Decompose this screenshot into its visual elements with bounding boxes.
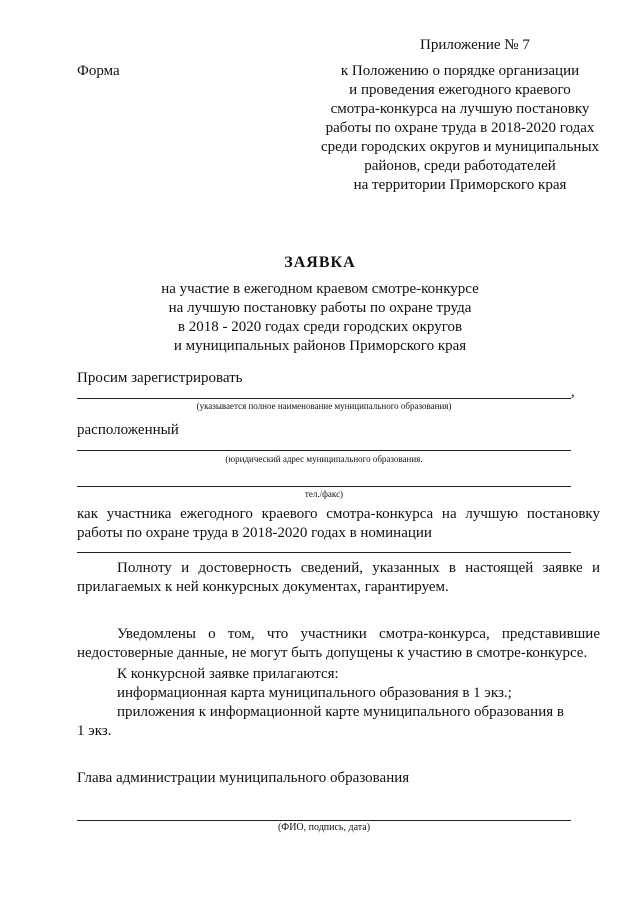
signature-hint: (ФИО, подпись, дата) (277, 822, 371, 833)
regulation-line: и проведения ежегодного краевого (349, 82, 571, 98)
comma-mark: , (571, 384, 575, 400)
title-subtitle (130, 280, 510, 356)
regulation-line: районов, среди работодателей (364, 158, 556, 174)
regulation-line: среди городских округов и муниципальных (320, 139, 600, 155)
regulation-reference (300, 62, 620, 195)
municipality-name-line (77, 398, 571, 399)
regulation-line: работы по охране труда в 2018-2020 годах (325, 120, 595, 136)
subtitle-line: на участие в ежегодном краевом смотре-конкурсе (161, 281, 479, 297)
attachment-item: информационная карта муниципального образования в 1 экз.; (117, 685, 512, 701)
signature-line (77, 820, 571, 821)
attachment-item: приложения к информационной карте муниципального образования в 1 экз. (77, 704, 564, 739)
guarantee-text: Полноту и достоверность сведений, указанных в настоящей заявке и прилагаемых к ней конкурсных документах, гарантируем. (77, 560, 600, 595)
participant-text: как участника ежегодного краевого смотра-конкурса на лучшую постановку работы по охране труда в 2018-2020 годах в номинации (77, 506, 600, 541)
head-of-administration-label: Глава администрации муниципального образования (77, 770, 410, 786)
regulation-line: смотра-конкурса на лучшую постановку (330, 101, 590, 117)
request-text: Просим зарегистрировать (77, 370, 243, 386)
form-label: Форма (77, 63, 120, 79)
appendix-number: Приложение № 7 (420, 37, 530, 53)
regulation-line: к Положению о порядке организации (340, 63, 580, 79)
subtitle-line: и муниципальных районов Приморского края (173, 338, 467, 354)
phone-line (77, 486, 571, 487)
nomination-line (77, 552, 571, 553)
municipality-name-hint: (указывается полное наименование муниципального образования) (196, 401, 452, 411)
located-label: расположенный (77, 422, 179, 438)
subtitle-line: на лучшую постановку работы по охране труда (168, 300, 472, 316)
notice-text: Уведомлены о том, что участники смотра-конкурса, представившие недостоверные данные, не могут быть допущены к участию в смотре-конкурсе. (77, 626, 600, 661)
address-line (77, 450, 571, 451)
regulation-line: на территории Приморского края (353, 177, 567, 193)
attachments-heading: К конкурсной заявке прилагаются: (117, 666, 339, 682)
phone-hint: тел./факс) (304, 489, 344, 499)
document-title: ЗАЯВКА (284, 254, 356, 271)
address-hint: (юридический адрес муниципального образования. (225, 454, 423, 464)
subtitle-line: в 2018 - 2020 годах среди городских округов (177, 319, 463, 335)
